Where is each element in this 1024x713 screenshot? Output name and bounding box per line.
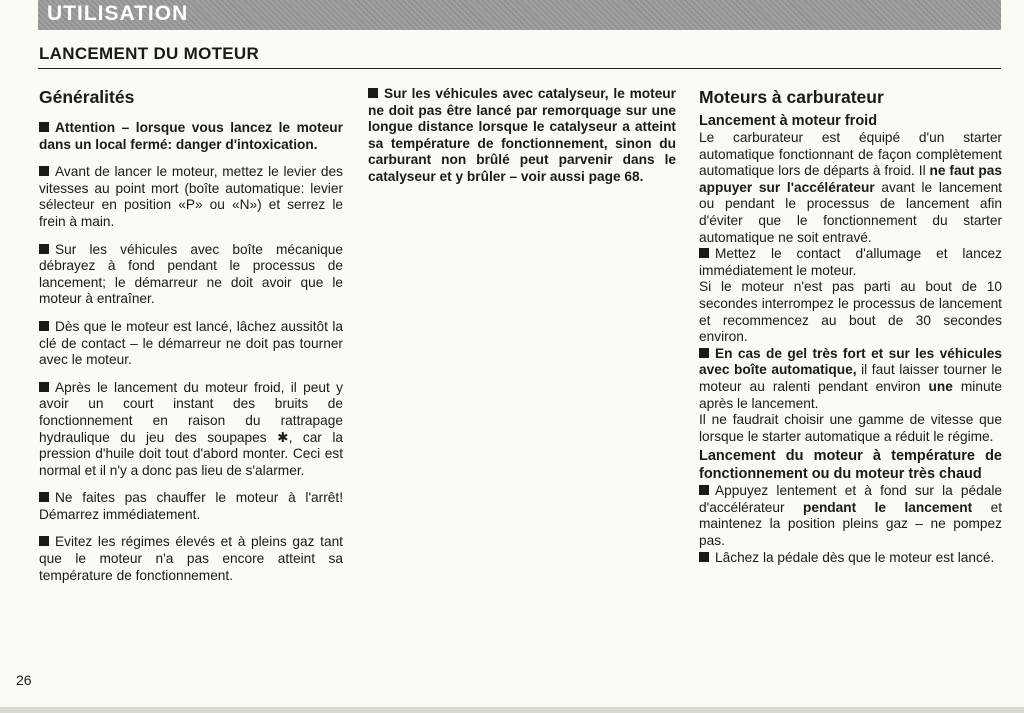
bullet-square-icon — [699, 248, 709, 258]
bullet-square-icon — [699, 552, 709, 562]
column-2 — [368, 86, 676, 197]
paragraph: En cas de gel très fort et sur les véhicules avec boîte automatique, il faut laisser tourner le moteur au ralenti pendant environ une minute après le lancement. — [699, 345, 1002, 411]
paragraph: Dès que le moteur est lancé, lâchez aussitôt la clé de contact – le démarreur ne doit pas tourner avec le moteur. — [39, 318, 343, 368]
paragraph: Avant de lancer le moteur, mettez le levier des vitesses au point mort (boîte automatique: levier sélecteur en position «P» ou «N») et serrez le frein à main. — [39, 164, 343, 229]
bullet-square-icon — [699, 485, 709, 495]
page-bottom-edge — [0, 707, 1024, 713]
bullet-square-icon — [39, 382, 49, 392]
section-divider — [38, 68, 1001, 69]
bullet-square-icon — [699, 348, 709, 358]
paragraph: Evitez les régimes élevés et à pleins gaz tant que le moteur n'a pas encore atteint sa température de fonctionnement. — [39, 534, 343, 583]
section-title: LANCEMENT DU MOTEUR — [39, 44, 260, 63]
paragraph: Sur les véhicules avec boîte mécanique débrayez à fond pendant le processus de lancement; le démarreur ne doit avoir que le moteur à entraîner. — [39, 241, 343, 307]
paragraph: Le carburateur est équipé d'un starter automatique fonctionnant de façon complètement automatique lors de départs à froid. Il ne faut pas appuyer sur l'accélérateur avant le lancement ou pendant le processus de lancement afin d'éviter que le fonctionnement du starter automatique ne soit entravé. — [699, 130, 1002, 245]
bullet-square-icon — [39, 244, 49, 254]
subheading-cold-start: Lancement à moteur froid — [699, 113, 878, 129]
paragraph: Il ne faudrait choisir une gamme de vitesse que lorsque le starter automatique a réduit le régime. — [699, 412, 1002, 444]
paragraph-warning: Attention – lorsque vous lancez le moteur dans un local fermé: danger d'intoxication. — [39, 120, 343, 152]
subheading-hot-start: Lancement du moteur à température de fonctionnement ou du moteur très chaud — [699, 448, 1002, 483]
column-3 — [699, 86, 1002, 566]
bullet-square-icon — [39, 166, 49, 176]
paragraph: Après le lancement du moteur froid, il peut y avoir un court instant des bruits de fonctionnement en raison du rattrapage hydraulique du jeu des soupapes ✱, car la pression d'huile doit tout d'abord monter. Ceci est normal et il n'y a donc pas lieu de s'alarmer. — [39, 379, 343, 478]
header-title: UTILISATION — [47, 2, 189, 25]
paragraph: Mettez le contact d'allumage et lancez immédiatement le moteur. — [699, 246, 1002, 278]
page-number: 26 — [16, 672, 32, 688]
paragraph-catalyst: Sur les véhicules avec catalyseur, le moteur ne doit pas être lancé par remorquage sur une longue distance lorsque le catalyseur a atteint sa température de fonctionnement, sinon du carburant non brûlé peut parvenir dans le catalyseur et y brûler – voir aussi page 68. — [368, 86, 676, 184]
column-1 — [39, 86, 343, 595]
bullet-square-icon — [368, 88, 378, 98]
heading-generalites: Généralités — [39, 87, 135, 107]
heading-carburetor: Moteurs à carburateur — [699, 87, 884, 107]
bullet-square-icon — [39, 492, 49, 502]
bullet-square-icon — [39, 536, 49, 546]
paragraph: Ne faites pas chauffer le moteur à l'arrêt! Démarrez immédiatement. — [39, 490, 343, 522]
paragraph: Si le moteur n'est pas parti au bout de 10 secondes interrompez le processus de lancement et recommencez au bout de 30 secondes environ. — [699, 279, 1002, 345]
paragraph: Appuyez lentement et à fond sur la pédale d'accélérateur pendant le lancement et maintenez la position pleins gaz – ne pompez pas. — [699, 483, 1002, 549]
bullet-square-icon — [39, 122, 49, 132]
paragraph: Lâchez la pédale dès que le moteur est lancé. — [699, 550, 1002, 567]
bullet-square-icon — [39, 321, 49, 331]
